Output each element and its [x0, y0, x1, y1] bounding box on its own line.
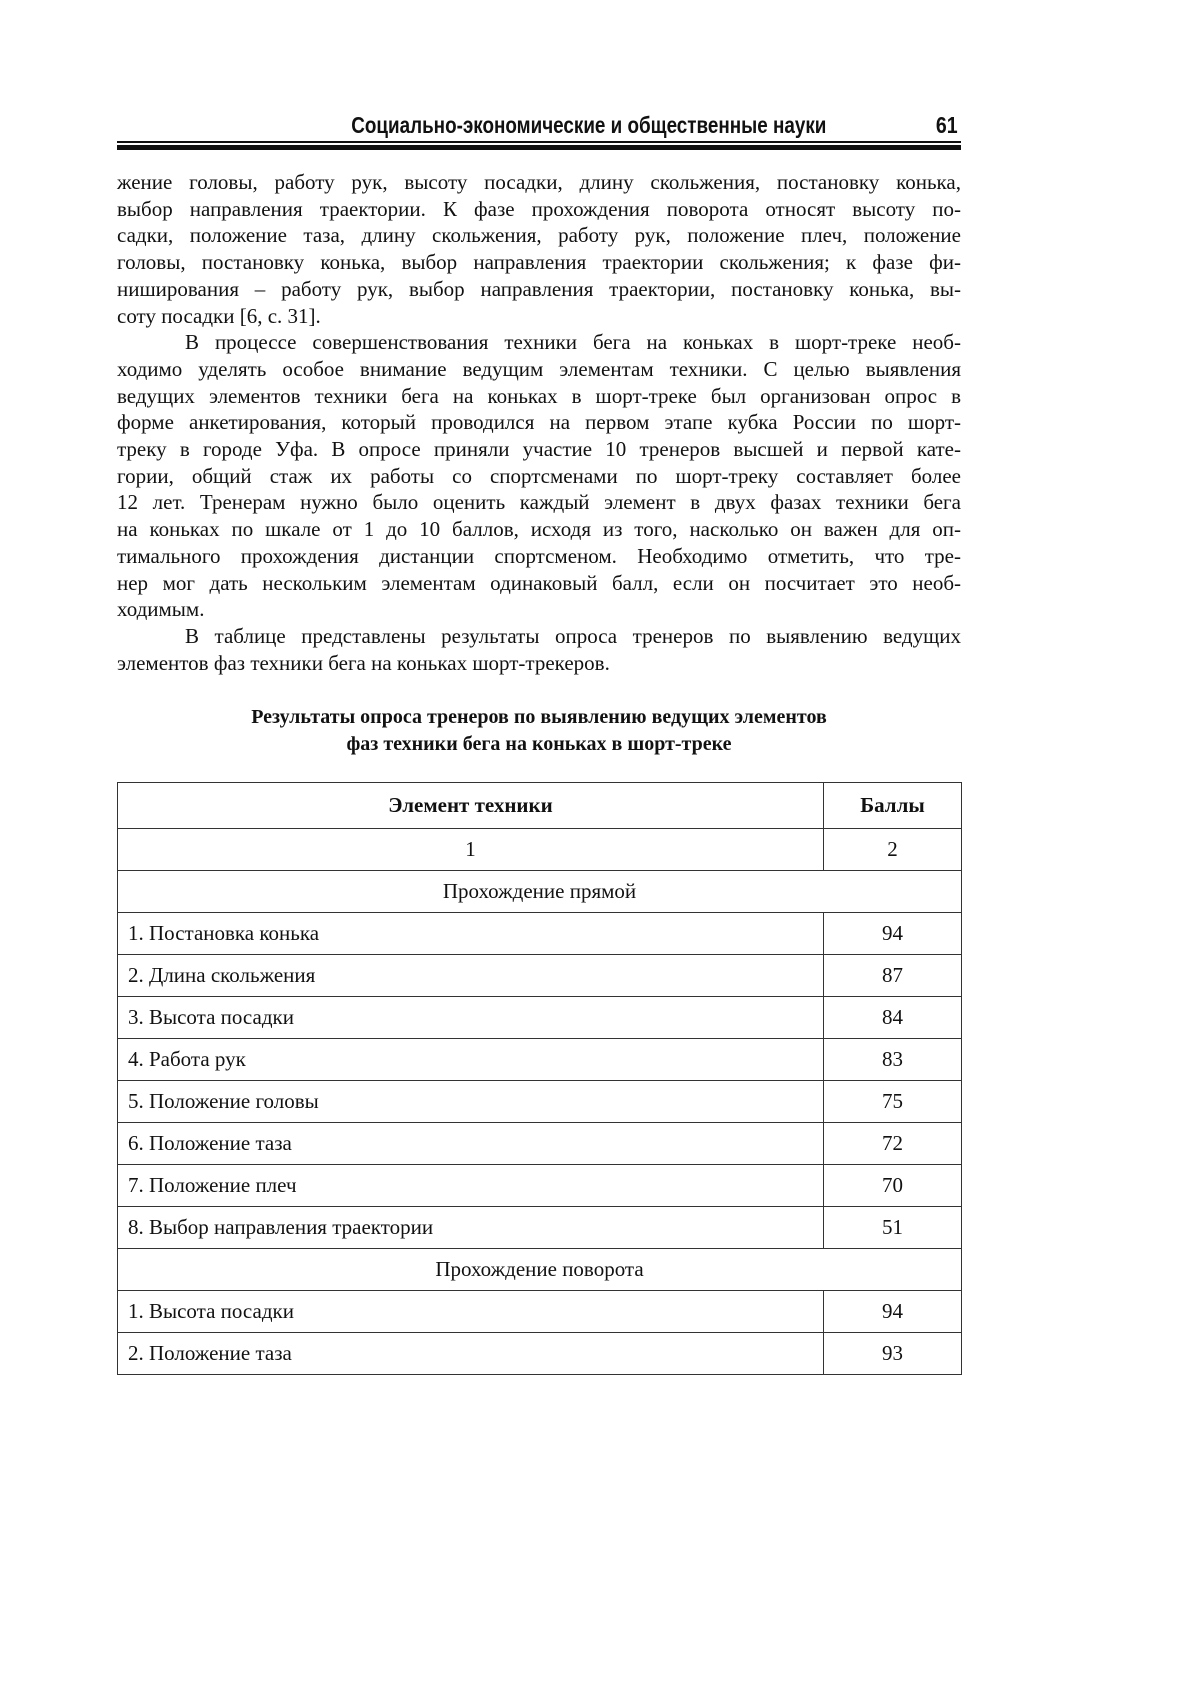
element-cell: 3. Высота посадки	[118, 997, 824, 1039]
score-cell: 83	[824, 1039, 962, 1081]
section-row	[118, 1249, 962, 1291]
column-number-row	[118, 829, 962, 871]
header-rule-thick	[117, 145, 961, 150]
element-cell: 2. Длина скольжения	[118, 955, 824, 997]
results-table	[117, 782, 962, 1375]
paragraph-line: ниширования – работу рук, выбор направления траектории, постановку конька, вы-	[117, 276, 961, 301]
paragraph-line: форме анкетирования, который проводился на первом этапе кубка России по шорт-	[117, 410, 961, 435]
score-cell: 94	[824, 913, 962, 955]
running-header	[117, 112, 961, 152]
paragraph-line: элементов фаз техники бега на коньках шорт-трекеров.	[117, 650, 610, 675]
paragraph-line: соту посадки [6, с. 31].	[117, 303, 321, 328]
paragraph-line: выбор направления траектории. К фазе прохождения поворота относят высоту по-	[117, 196, 961, 221]
element-cell: 2. Положение таза	[118, 1333, 824, 1375]
element-cell: 1. Высота посадки	[118, 1291, 824, 1333]
header-score: Баллы	[824, 783, 962, 829]
body-text	[117, 169, 961, 676]
element-cell: 4. Работа рук	[118, 1039, 824, 1081]
section-title: Социально-экономические и общественные науки	[350, 112, 826, 138]
score-cell: 51	[824, 1207, 962, 1249]
caption-line: фаз техники бега на коньках в шорт-треке	[346, 733, 732, 755]
table-row	[118, 955, 962, 997]
paragraph-line: тимального прохождения дистанции спортсменом. Необходимо отметить, что тре-	[117, 543, 961, 568]
table-row	[118, 1291, 962, 1333]
header-element: Элемент техники	[118, 783, 824, 829]
element-cell: 6. Положение таза	[118, 1123, 824, 1165]
paragraph-line: В таблице представлены результаты опроса тренеров по выявлению ведущих	[185, 623, 961, 648]
paragraph-line: 12 лет. Тренерам нужно было оценить каждый элемент в двух фазах техники бега	[117, 490, 961, 515]
paragraph-line: ведущих элементов техники бега на коньках в шорт-треке был организован опрос в	[117, 383, 961, 408]
score-cell: 72	[824, 1123, 962, 1165]
score-cell: 93	[824, 1333, 962, 1375]
section-title: Прохождение поворота	[118, 1249, 962, 1291]
table-row	[118, 997, 962, 1039]
table-caption	[117, 704, 961, 758]
score-cell: 84	[824, 997, 962, 1039]
caption-line: Результаты опроса тренеров по выявлению ведущих элементов	[251, 706, 827, 728]
paragraph-line: треку в городе Уфа. В опросе приняли участие 10 тренеров высшей и первой кате-	[117, 437, 961, 462]
paragraph-line: гории, общий стаж их работы со спортсменами по шорт-треку составляет более	[117, 463, 961, 488]
score-cell: 75	[824, 1081, 962, 1123]
element-cell: 5. Положение головы	[118, 1081, 824, 1123]
paragraph-line: В процессе совершенствования техники бега на коньках в шорт-треке необ-	[185, 330, 961, 355]
paragraph-line: ходимо уделять особое внимание ведущим элементам техники. С целью выявления	[117, 356, 961, 381]
table-row	[118, 1081, 962, 1123]
paragraph-line: жение головы, работу рук, высоту посадки, длину скольжения, постановку конька,	[117, 170, 961, 194]
table-row	[118, 1165, 962, 1207]
score-cell: 87	[824, 955, 962, 997]
element-cell: 7. Положение плеч	[118, 1165, 824, 1207]
element-cell: 8. Выбор направления траектории	[118, 1207, 824, 1249]
paragraph-line: нер мог дать нескольким элементам одинаковый балл, если он посчитает это необ-	[117, 570, 961, 595]
header-rule-thin	[117, 141, 961, 143]
paragraph-line: головы, постановку конька, выбор направления траектории скольжения; к фазе фи-	[117, 250, 961, 275]
table-row	[118, 1333, 962, 1375]
page-number: 61	[936, 112, 958, 138]
paragraph-line: садки, положение таза, длину скольжения, работу рук, положение плеч, положение	[117, 223, 961, 248]
table-row	[118, 1207, 962, 1249]
column-number: 1	[118, 829, 824, 871]
section-row	[118, 871, 962, 913]
paragraph-line: ходимым.	[117, 597, 205, 622]
table-row	[118, 1123, 962, 1165]
table-header-row	[118, 783, 962, 829]
score-cell: 94	[824, 1291, 962, 1333]
table-row	[118, 1039, 962, 1081]
column-number: 2	[824, 829, 962, 871]
score-cell: 70	[824, 1165, 962, 1207]
paragraph-line: на коньках по шкале от 1 до 10 баллов, исходя из того, насколько он важен для оп-	[117, 517, 961, 542]
table-row	[118, 913, 962, 955]
element-cell: 1. Постановка конька	[118, 913, 824, 955]
section-title: Прохождение прямой	[118, 871, 962, 913]
